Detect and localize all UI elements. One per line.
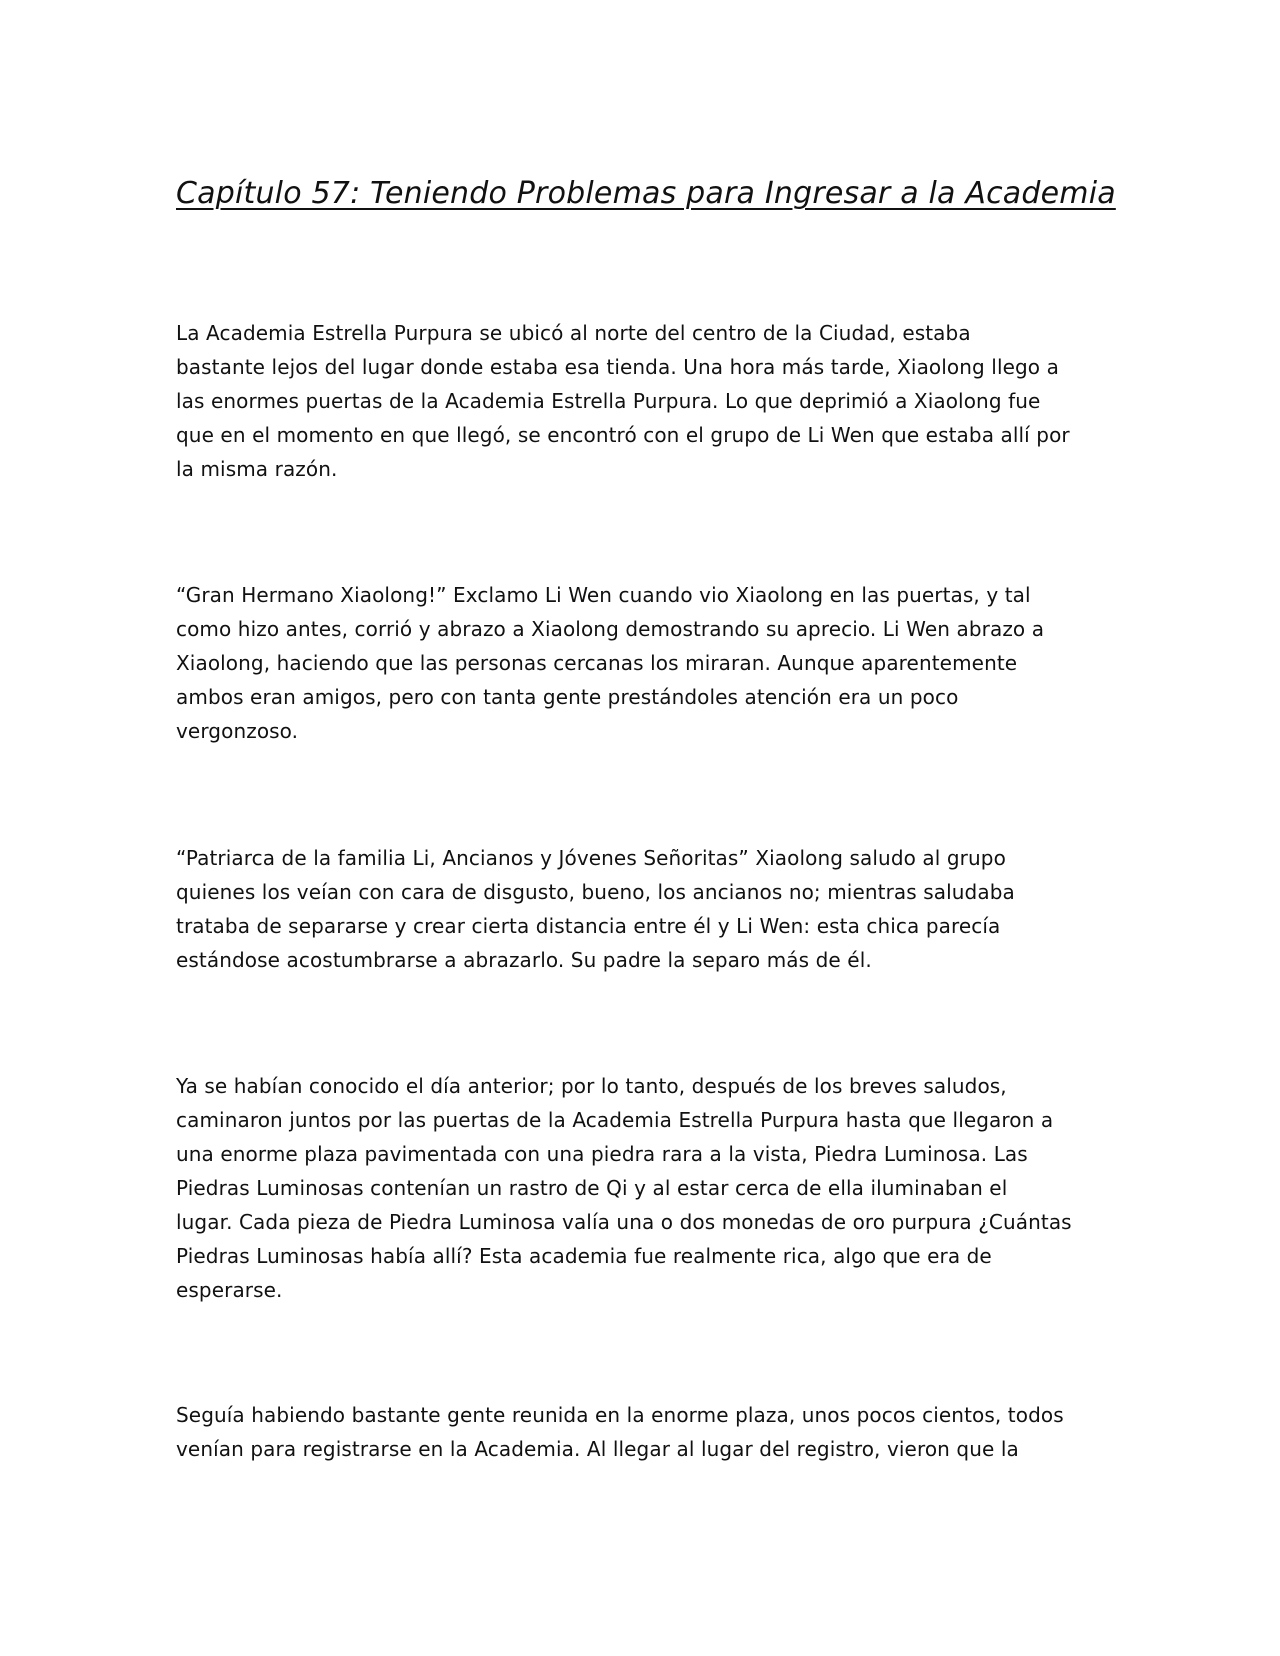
- text-line: estándose acostumbrarse a abrazarlo. Su padre la separo más de él.: [176, 948, 872, 972]
- text-line: quienes los veían con cara de disgusto, bueno, los ancianos no; mientras saludaba: [176, 880, 1015, 904]
- text-line: las enormes puertas de la Academia Estrella Purpura. Lo que deprimió a Xiaolong fue: [176, 389, 1041, 413]
- text-line: una enorme plaza pavimentada con una piedra rara a la vista, Piedra Luminosa. Las: [176, 1142, 1028, 1166]
- chapter-title: Capítulo 57: Teniendo Problemas para Ingresar a la Academia: [176, 176, 1116, 211]
- text-line: Ya se habían conocido el día anterior; por lo tanto, después de los breves saludos,: [176, 1074, 1007, 1098]
- text-line: lugar. Cada pieza de Piedra Luminosa valía una o dos monedas de oro purpura ¿Cuántas: [176, 1210, 1072, 1234]
- paragraph-5: [176, 1398, 1106, 1466]
- text-line: bastante lejos del lugar donde estaba esa tienda. Una hora más tarde, Xiaolong llego a: [176, 355, 1059, 379]
- text-line: venían para registrarse en la Academia. Al llegar al lugar del registro, vieron que la: [176, 1437, 1019, 1461]
- text-line: como hizo antes, corrió y abrazo a Xiaolong demostrando su aprecio. Li Wen abrazo a: [176, 617, 1045, 641]
- text-line: Piedras Luminosas contenían un rastro de Qi y al estar cerca de ella iluminaban el: [176, 1176, 1008, 1200]
- text-line: trataba de separarse y crear cierta distancia entre él y Li Wen: esta chica parecía: [176, 914, 1001, 938]
- text-line: “Patriarca de la familia Li, Ancianos y Jóvenes Señoritas” Xiaolong saludo al grupo: [176, 846, 1006, 870]
- text-line: Piedras Luminosas había allí? Esta academia fue realmente rica, algo que era de: [176, 1244, 992, 1268]
- paragraph-2: [176, 578, 1106, 748]
- text-line: La Academia Estrella Purpura se ubicó al norte del centro de la Ciudad, estaba: [176, 321, 971, 345]
- text-line: esperarse.: [176, 1278, 283, 1302]
- text-line: “Gran Hermano Xiaolong!” Exclamo Li Wen cuando vio Xiaolong en las puertas, y tal: [176, 583, 1031, 607]
- paragraph-4: [176, 1069, 1106, 1307]
- text-line: vergonzoso.: [176, 719, 299, 743]
- text-line: ambos eran amigos, pero con tanta gente prestándoles atención era un poco: [176, 685, 959, 709]
- paragraph-1: [176, 316, 1106, 486]
- text-line: la misma razón.: [176, 457, 338, 481]
- text-line: Seguía habiendo bastante gente reunida en la enorme plaza, unos pocos cientos, todos: [176, 1403, 1064, 1427]
- text-line: que en el momento en que llegó, se encontró con el grupo de Li Wen que estaba allí por: [176, 423, 1070, 447]
- paragraph-3: [176, 841, 1106, 977]
- text-line: Xiaolong, haciendo que las personas cercanas los miraran. Aunque aparentemente: [176, 651, 1018, 675]
- text-line: caminaron juntos por las puertas de la Academia Estrella Purpura hasta que llegaron a: [176, 1108, 1054, 1132]
